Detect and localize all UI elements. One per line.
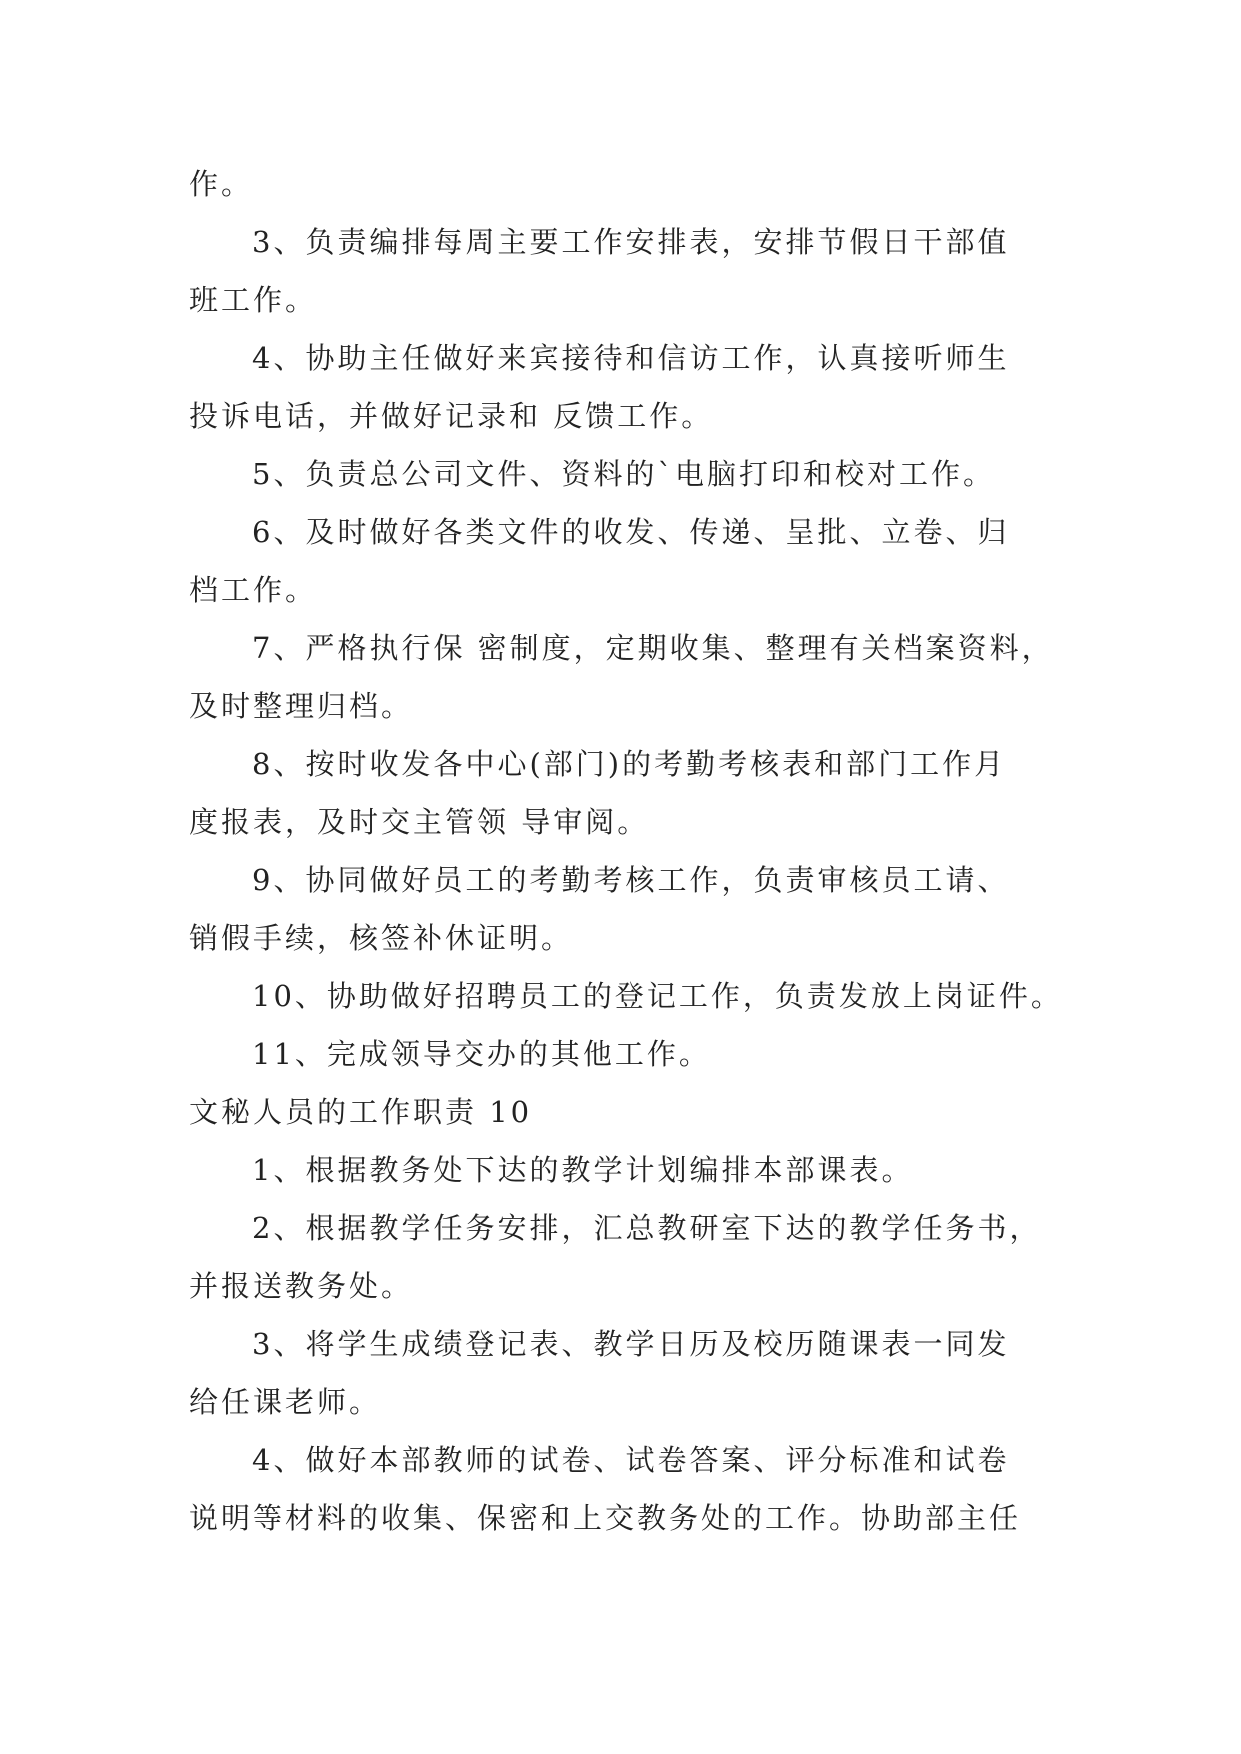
text-line: 10、协助做好招聘员工的登记工作，负责发放上岗证件。 [252,979,1063,1013]
text-line: 1、根据教务处下达的教学计划编排本部课表。 [252,1153,914,1187]
text-line: 及时整理归档。 [189,689,414,723]
text-line: 2、根据教学任务安排，汇总教研室下达的教学任务书， [252,1211,1042,1245]
text-line: 4、协助主任做好来宾接待和信访工作，认真接听师生 [252,341,1010,375]
text-line: 11、完成领导交办的其他工作。 [252,1037,711,1071]
text-line: 并报送教务处。 [189,1269,414,1303]
text-line: 给任课老师。 [189,1385,382,1419]
text-line: 3、负责编排每周主要工作安排表，安排节假日干部值 [252,225,1010,259]
text-line: 6、及时做好各类文件的收发、传递、呈批、立卷、归 [252,515,1010,549]
text-line: 档工作。 [189,573,318,607]
text-line: 5、负责总公司文件、资料的`电脑打印和校对工作。 [252,457,995,491]
document-body [189,155,1069,1547]
text-line: 7、严格执行保 密制度，定期收集、整理有关档案资料， [252,631,1054,665]
text-line: 销假手续，核签补休证明。 [189,921,574,955]
text-line: 度报表，及时交主管领 导审阅。 [189,805,650,839]
text-line: 3、将学生成绩登记表、教学日历及校历随课表一同发 [252,1327,1010,1361]
text-line: 投诉电话，并做好记录和 反馈工作。 [189,399,714,433]
text-line: 4、做好本部教师的试卷、试卷答案、评分标准和试卷 [252,1443,1010,1477]
text-line: 8、按时收发各中心(部门)的考勤考核表和部门工作月 [252,747,1007,781]
text-line: 班工作。 [189,283,318,317]
text-line: 说明等材料的收集、保密和上交教务处的工作。协助部主任 [189,1501,1022,1535]
text-line: 9、协同做好员工的考勤考核工作，负责审核员工请、 [252,863,1010,897]
text-line: 作。 [189,167,254,201]
section-heading: 文秘人员的工作职责 10 [189,1095,533,1129]
